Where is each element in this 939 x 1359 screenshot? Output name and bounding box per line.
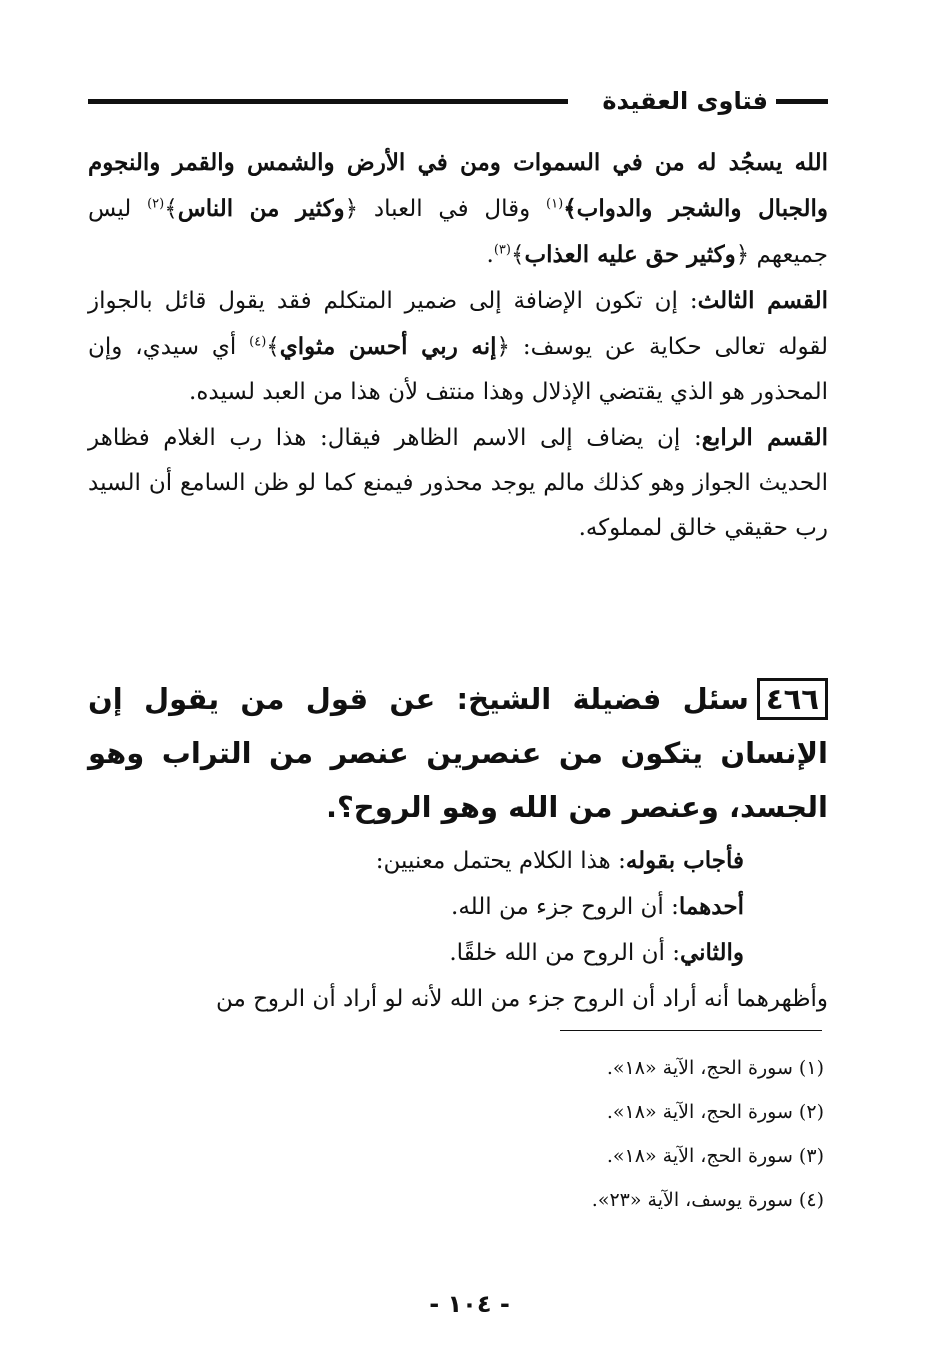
paragraph-text: أي سيدي، وإن المحذور هو الذي يقتضي الإذلال وهذا منتف لأن هذا من العبد لسيده. [88,334,828,405]
answer-intro [88,838,828,884]
section-heading: القسم الثالث [697,287,828,314]
footnote-item: (٣) سورة الحج، الآية «١٨». [606,1145,824,1167]
verse-bracket: ﴾ [510,242,525,268]
verse-bracket: ﴾ [164,196,178,222]
paragraph-continuation [88,140,828,278]
quran-verse-text: إنه ربي أحسن مثواي [279,333,497,360]
answer-text: : هذا الكلام يحتمل معنيين: [375,848,626,874]
quran-verse-text: وكثير حق عليه العذاب [524,241,736,268]
answer-second-meaning [88,930,828,976]
answer-last-line: وأظهرهما أنه أراد أن الروح جزء من الله لأنه لو أراد أن الروح من [215,986,828,1012]
footnote-ref: (٤) [249,334,267,350]
footnote-item: (١) سورة الحج، الآية «١٨». [606,1057,824,1079]
page-header [88,84,828,124]
answer-heading: والثاني [679,939,744,966]
paragraph-section-three [88,278,828,415]
body-text [88,140,828,551]
footnote-divider [560,1030,822,1031]
footnote-ref: (١) [546,196,564,212]
question-number-box: ٤٦٦ [757,678,828,720]
paragraph-text: : إن تكون الإضافة إلى ضمير المتكلم فقد يقول قائل بالجواز لقوله تعالى حكاية عن يوسف: ﴿ [88,288,828,360]
question-block [88,672,828,834]
header-rule-short [776,99,828,104]
answer-text: : أن الروح جزء من الله. [451,894,679,920]
answer-text: : أن الروح من الله خلقًا. [449,940,680,966]
answer-heading: أحدهما [678,893,744,920]
footnote-ref: (٢) [147,196,165,212]
question-text: سئل فضيلة الشيخ: عن قول من يقول إن الإنسان يتكون من عنصرين عنصر من التراب وهو الجسد، وعنصر من الله وهو الروح؟. [88,682,828,824]
section-heading: القسم الرابع [701,424,828,451]
footnote-ref: (٣) [493,242,511,258]
answer-block [88,838,828,1022]
page-number: - ١٠٤ - [429,1290,510,1318]
paragraph-text: ليس جميعهم ﴿ [88,196,828,268]
header-rule-long [88,99,568,104]
paragraph-text: وقال في العباد ﴿ [344,196,547,222]
footnotes [88,1046,824,1222]
verse-bracket: ﴾ [266,334,280,360]
header-title: فتاوى العقيدة [602,87,768,115]
answer-heading: فأجاب بقوله [625,847,744,874]
quran-verse-text: الله يسجُد له من في السموات ومن في الأرض والشمس والقمر والنجوم والجبال والشجر والدواب﴾ [88,149,828,222]
footnote-item: (٤) سورة يوسف، الآية «٢٣». [591,1189,824,1211]
footnote-item: (٢) سورة الحج، الآية «١٨». [606,1101,824,1123]
quran-verse-text: وكثير من الناس [177,195,345,222]
paragraph-section-four [88,415,828,551]
answer-first-meaning [88,884,828,930]
paragraph-text: : إن يضاف إلى الاسم الظاهر فيقال: هذا رب الغلام فظاهر الحديث الجواز وهو كذلك مالم يوجد محذور فيمنع كما لو ظن السامع أن السيد رب حقيقي خالق لمملوكه. [88,425,828,541]
paragraph-text: . [486,242,494,268]
